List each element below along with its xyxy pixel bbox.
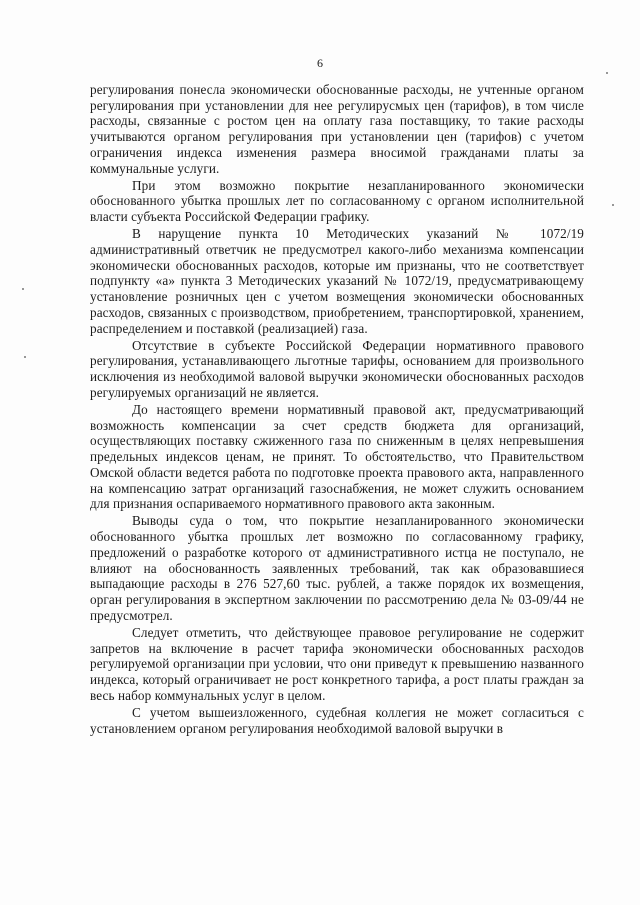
scan-speck bbox=[606, 72, 608, 74]
paragraph-6: Выводы суда о том, что покрытие незапланированного экономически обоснованного убытка прошлых лет возможно по согласованному графику, предложений о разработке которого от административного истца не поступало, не влияют на обоснованность заявленных требований, так как образовавшиеся выпадающие расходы в 276 527,60 тыс. рублей, а также порядок их возмещения, орган регулирования в экспертном заключении по рассмотрению дела № 03-09/44 не предусмотрел. bbox=[90, 513, 584, 623]
paragraph-4: Отсутствие в субъекте Российской Федерации нормативного правового регулирования, устанавливающего льготные тарифы, основанием для произвольного исключения из необходимой валовой выручки экономически обоснованных расходов регулируемых организаций не является. bbox=[90, 337, 584, 400]
scan-speck bbox=[24, 356, 26, 358]
paragraph-3: В нарущение пункта 10 Методических указаний № 1072/19 административный ответчик не предусмотрел какого-либо механизма компенсации экономически обоснованных расходов, которые им признаны, что не соответствует подпункту «а» пункта 3 Методических указаний № 1072/19, предусматривающему установление розничных цен с учетом возмещения экономически обоснованных расходов, связанных с производством, приобретением, транспортировкой, хранением, распределением и поставкой (реализацией) газа. bbox=[90, 226, 584, 336]
paragraph-1: регулирования понесла экономически обоснованные расходы, не учтенные органом регулирования при установлении для нее регулирусмых цен (тарифов), в том числе расходы, связанные с ростом цен на оплату газа поставщику, то такие расходы учитываются органом регулирования при установлении цен (тарифов) с учетом ограничения индекса изменения размера вносимой гражданами платы за коммунальные услуги. bbox=[90, 82, 584, 176]
scan-speck bbox=[22, 288, 24, 290]
scan-speck bbox=[612, 204, 614, 206]
paragraph-8: С учетом вышеизложенного, судебная коллегия не может согласиться с установлением органом регулирования необходимой валовой выручки в bbox=[90, 704, 584, 736]
paragraph-5: До настоящего времени нормативный правовой акт, предусматривающий возможность компенсации за счет средств бюджета для организаций, осуществляющих поставку сжиженного газа по сниженным в целях непревышения предельных индексов ценам, не принят. То обстоятельство, что Правительством Омской области ведется работа по подготовке проекта правового акта, направленного на компенсацию затрат организаций газоснабжения, не может служить основанием для признания оспариваемого нормативного правового акта законным. bbox=[90, 402, 584, 512]
paragraph-2: При этом возможно покрытие незапланированного экономически обоснованного убытка прошлых лет по согласованному с органом исполнительной власти субъекта Российской Федерации графику. bbox=[90, 177, 584, 225]
document-body bbox=[90, 82, 584, 738]
paragraph-7: Следует отметить, что действующее правовое регулирование не содержит запретов на включение в расчет тарифа экономически обоснованных расходов регулируемой организации при условии, что они приведут к превышению названного индекса, который ограничивает не рост конкретного тарифа, а рост платы граждан за весь набор коммунальных услуг в целом. bbox=[90, 624, 584, 703]
page-number: 6 bbox=[317, 56, 323, 70]
